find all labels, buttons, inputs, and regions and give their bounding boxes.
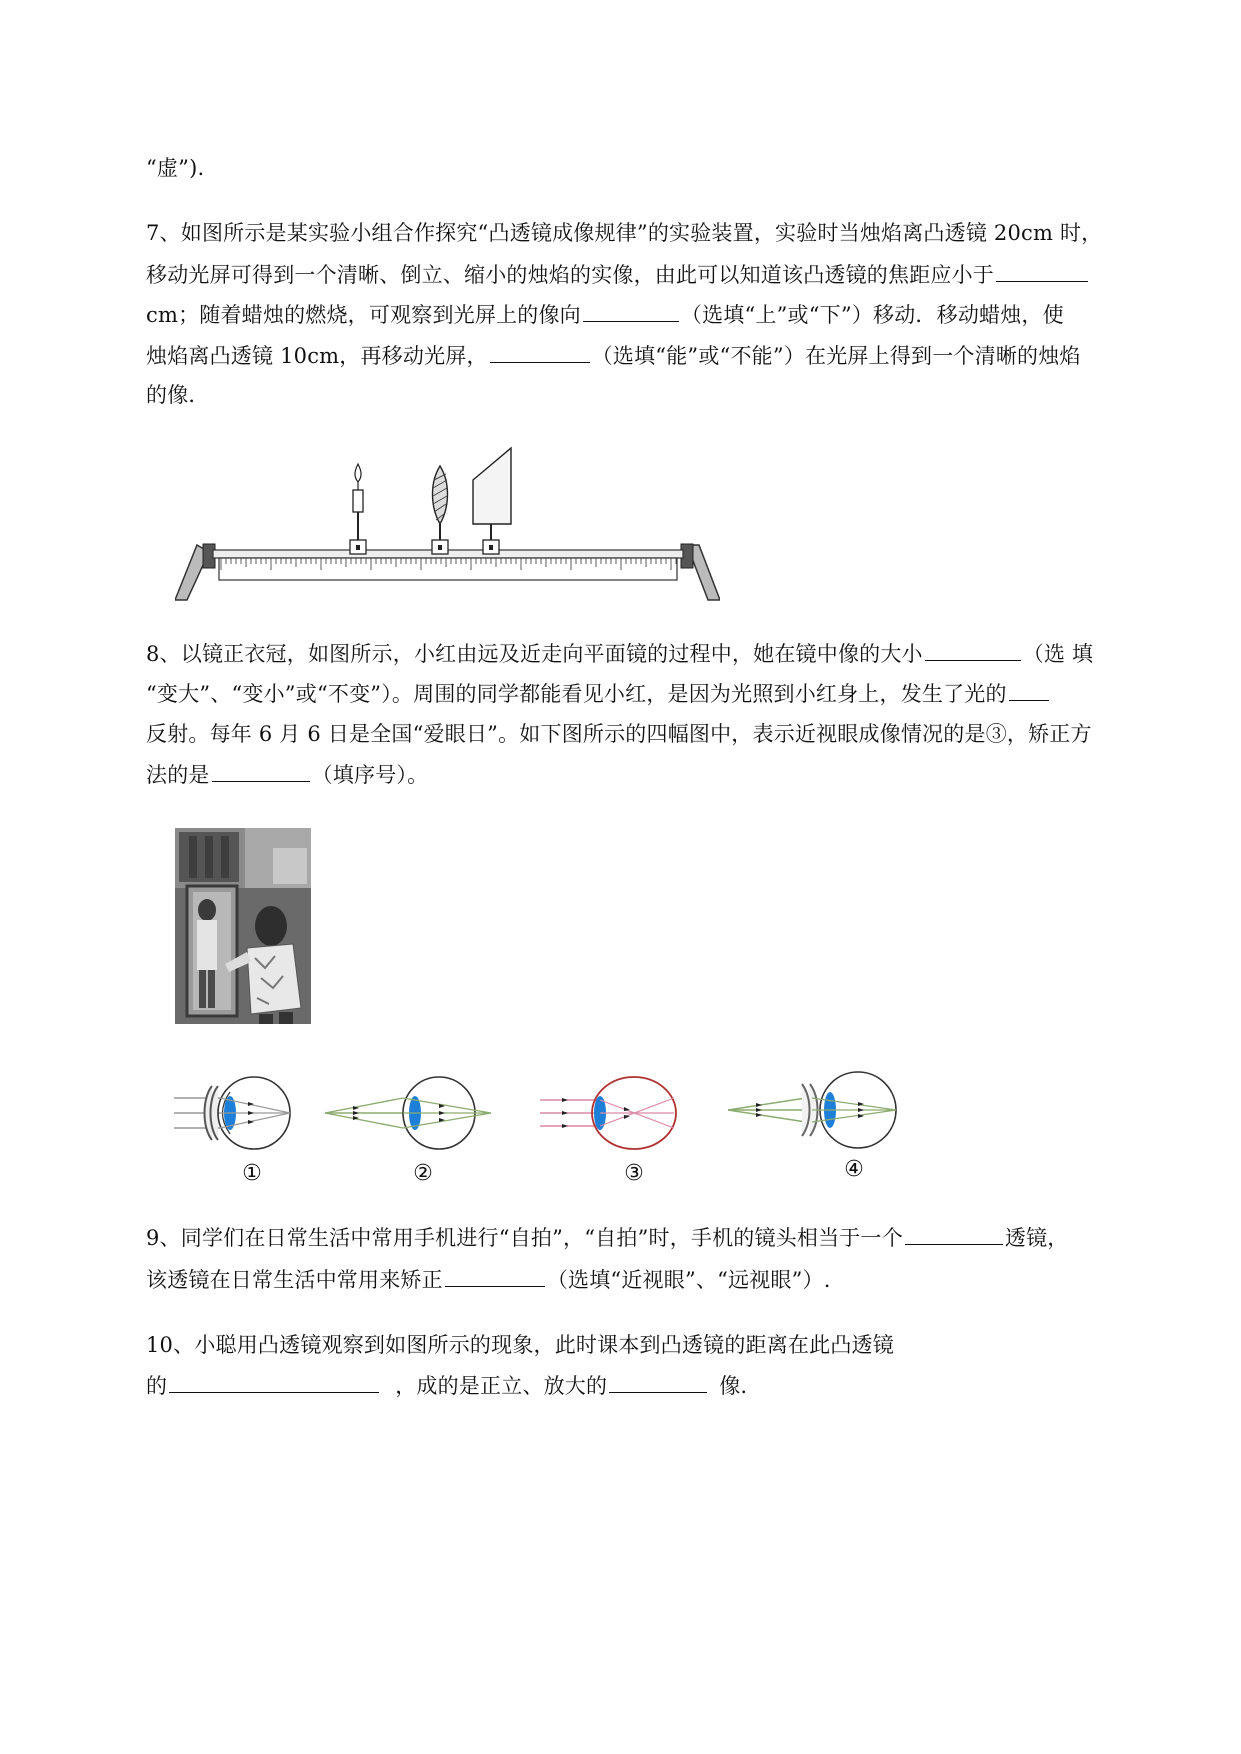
q7-text-5: 的像． — [146, 383, 210, 407]
q10-text-2a: 的 — [146, 1374, 168, 1398]
eye-label-4: ④ — [844, 1157, 864, 1182]
bench-scale — [219, 558, 677, 580]
q8-blank-reflection-type[interactable] — [1009, 678, 1049, 701]
q7-line-3 — [146, 299, 1064, 330]
q7-text-2: 移动光屏可得到一个清晰、倒立、缩小的烛焰的实像，由此可以知道该凸透镜的焦距应小于 — [146, 263, 994, 287]
q10-text-2c: 像. — [719, 1374, 748, 1398]
q9-blank-lens-type[interactable] — [905, 1222, 1003, 1245]
q6-tail-text: “虚”). — [146, 156, 205, 180]
q9-line-2 — [146, 1264, 831, 1295]
eye-diagram-3 — [538, 1068, 688, 1188]
mirror-photo — [175, 828, 311, 1024]
q8-text-1a: 8、以镜正衣冠，如图所示，小红由远及近走向平面镜的过程中，她在镜中像的大小 — [146, 642, 923, 666]
q9-text-1a: 9、同学们在日常生活中常用手机进行“自拍”，“自拍”时，手机的镜头相当于一个 — [146, 1226, 903, 1250]
q8-text-2a: “变大”、“变小”或“不变”）。周围的同学都能看见小红，是因为光照到小红身上，发生了光的 — [146, 682, 1007, 706]
q8-line-2 — [146, 678, 1051, 709]
q9-text-2a: 该透镜在日常生活中常用来矫正 — [146, 1268, 443, 1292]
q8-blank-image-size[interactable] — [925, 638, 1021, 661]
q10-text-2b: ，成的是正立、放大的 — [395, 1374, 608, 1398]
convex-lens — [432, 466, 448, 554]
q10-blank-image-type[interactable] — [609, 1370, 707, 1393]
optical-bench-figure — [175, 440, 720, 605]
q8-blank-correction-method[interactable] — [212, 759, 310, 782]
eye-label-2: ② — [413, 1161, 433, 1186]
q10-blank-distance-range[interactable] — [169, 1370, 379, 1393]
q10-line-1 — [146, 1330, 894, 1360]
q9-text-2b: （选填“近视眼”、“远视眼”）. — [546, 1268, 831, 1292]
q7-text-3b: （选填“上”或“下”）移动．移动蜡烛，使 — [680, 303, 1064, 327]
q7-text-1: 7、如图所示是某实验小组合作探究“凸透镜成像规律”的实验装置，实验时当烛焰离凸透镜 20cm 时， — [146, 221, 1103, 245]
q7-text-3a: cm；随着蜡烛的燃烧，可观察到光屏上的像向 — [146, 303, 581, 327]
q8-text-3: 反射。每年 6 月 6 日是全国“爱眼日”。如下图所示的四幅图中，表示近视眼成像情况的是③，矫正方 — [146, 722, 1092, 746]
eye-diagram-2 — [323, 1068, 493, 1188]
q10-text-1: 10、小聪用凸透镜观察到如图所示的现象，此时课本到凸透镜的距离在此凸透镜 — [146, 1333, 894, 1357]
q7-blank-can-form-image[interactable] — [490, 340, 590, 363]
q7-line-1 — [146, 218, 1102, 248]
light-screen — [473, 448, 511, 554]
eye-label-3: ③ — [624, 1161, 644, 1186]
q9-line-1 — [146, 1222, 1069, 1253]
candle — [350, 464, 366, 554]
q7-line-2 — [146, 259, 1090, 290]
q9-blank-vision-defect[interactable] — [445, 1264, 545, 1287]
q8-text-4a: 法的是 — [146, 763, 210, 787]
q7-text-4b: （选填“能”或“不能”）在光屏上得到一个清晰的烛焰 — [591, 344, 1081, 368]
q7-line-4 — [146, 340, 1081, 371]
eye-diagram-4 — [726, 1062, 906, 1182]
eye-diagram-1 — [172, 1068, 302, 1188]
q7-text-4a: 烛焰离凸透镜 10cm，再移动光屏， — [146, 344, 488, 368]
question-6-tail — [146, 153, 204, 183]
q8-text-1b: （选 填 — [1022, 642, 1094, 666]
q10-line-2 — [146, 1370, 747, 1401]
q7-blank-image-direction[interactable] — [583, 299, 679, 322]
q9-text-1b: 透镜， — [1004, 1226, 1069, 1250]
q8-line-1 — [146, 638, 1093, 669]
eye-label-1: ① — [242, 1161, 262, 1186]
q8-text-4b: （填序号）。 — [311, 763, 429, 787]
q8-line-3 — [146, 719, 1092, 749]
q7-blank-focal-length[interactable] — [996, 259, 1088, 282]
q7-line-5 — [146, 380, 210, 410]
q8-line-4 — [146, 759, 428, 790]
